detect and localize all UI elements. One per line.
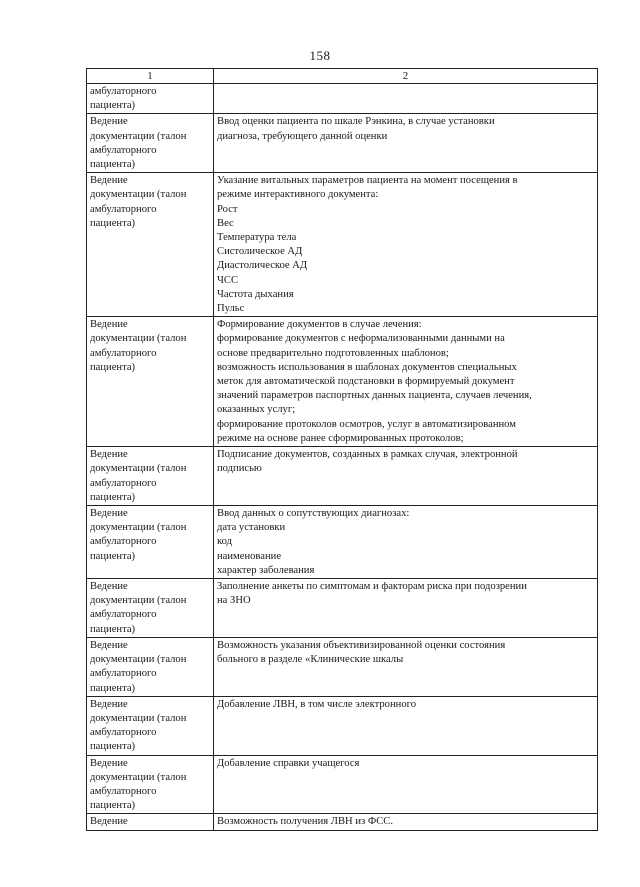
action-cell: Ведение [87, 814, 214, 830]
description-cell [214, 506, 598, 579]
description-cell [214, 579, 598, 638]
description-line: возможность использования в шаблонах документов специальных [217, 361, 517, 373]
table-row [87, 579, 598, 638]
description-line: больного в разделе «Клинические шкалы [217, 654, 404, 666]
table-row [87, 696, 598, 755]
description-cell [214, 114, 598, 173]
table-row [87, 447, 598, 506]
column-header-2: 2 [214, 69, 598, 84]
description-line: значений параметров паспортных данных пациента, случаев лечения, [217, 390, 532, 402]
action-cell: Ведение документации (талон амбулаторного пациента) [87, 317, 214, 447]
description-line: Вес [217, 217, 234, 229]
description-line: наименование [217, 550, 282, 562]
description-line: режиме на основе ранее сформированных протоколов; [217, 432, 464, 444]
description-line: диагноза, требующего данной оценки [217, 130, 388, 142]
description-line: режиме интерактивного документа: [217, 189, 379, 201]
table-row [87, 84, 598, 114]
description-line: Ввод оценки пациента по шкале Рэнкина, в случае установки [217, 116, 495, 128]
description-line: Пульс [217, 303, 245, 315]
description-line: Заполнение анкеты по симптомам и факторам риска при подозрении [217, 581, 527, 593]
description-line: Диастолическое АД [217, 260, 308, 272]
description-line: Систолическое АД [217, 246, 303, 258]
table-row [87, 755, 598, 814]
action-cell: Ведение документации (талон амбулаторного пациента) [87, 114, 214, 173]
requirements-table [86, 68, 598, 831]
table-row [87, 506, 598, 579]
description-line: Указание витальных параметров пациента на момент посещения в [217, 175, 518, 187]
description-cell [214, 637, 598, 696]
description-cell [214, 173, 598, 317]
description-line: Ввод данных о сопутствующих диагнозах: [217, 508, 410, 520]
description-line: формирование протоколов осмотров, услуг в автоматизированном [217, 418, 516, 430]
page-number: 158 [309, 48, 331, 63]
description-line: меток для автоматической подстановки в формируемый документ [217, 376, 515, 388]
description-cell [214, 755, 598, 814]
description-cell [214, 317, 598, 447]
table-body [87, 84, 598, 831]
description-line: Рост [217, 203, 238, 215]
action-cell: Ведение документации (талон амбулаторного пациента) [87, 696, 214, 755]
action-cell: Ведение документации (талон амбулаторного пациента) [87, 755, 214, 814]
description-cell [214, 447, 598, 506]
action-cell: Ведение документации (талон амбулаторного пациента) [87, 637, 214, 696]
action-cell: Ведение документации (талон амбулаторного пациента) [87, 506, 214, 579]
description-line: Возможность указания объективизированной оценки состояния [217, 639, 506, 651]
description-line: формирование документов с неформализованными данными на [217, 333, 505, 345]
description-line: на ЗНО [217, 595, 251, 607]
description-line: Температура тела [217, 232, 297, 244]
action-cell: Ведение документации (талон амбулаторного пациента) [87, 579, 214, 638]
table-row [87, 114, 598, 173]
action-cell: Ведение документации (талон амбулаторного пациента) [87, 173, 214, 317]
table-row [87, 317, 598, 447]
description-line: дата установки [217, 522, 286, 534]
table-header-row [87, 69, 598, 84]
description-line: Добавление ЛВН, в том числе электронного [217, 698, 416, 710]
description-cell [214, 84, 598, 114]
table-row [87, 173, 598, 317]
description-line: Формирование документов в случае лечения: [217, 319, 422, 331]
description-line: код [217, 536, 232, 548]
table-row [87, 637, 598, 696]
description-line: Частота дыхания [217, 288, 294, 300]
description-line: оказанных услуг; [217, 404, 296, 416]
description-line: Добавление справки учащегося [217, 757, 360, 769]
description-line: подписью [217, 463, 262, 475]
description-line: Подписание документов, созданных в рамках случая, электронной [217, 449, 518, 461]
column-header-1: 1 [87, 69, 214, 84]
action-cell: Ведение документации (талон амбулаторного пациента) [87, 447, 214, 506]
description-cell [214, 814, 598, 830]
table-row [87, 814, 598, 830]
description-cell [214, 696, 598, 755]
description-line: ЧСС [217, 274, 239, 286]
action-cell: амбулаторного пациента) [87, 84, 214, 114]
description-line: характер заболевания [217, 564, 315, 576]
description-line: основе предварительно подготовленных шаблонов; [217, 347, 449, 359]
description-line: Возможность получения ЛВН из ФСС. [217, 816, 393, 828]
